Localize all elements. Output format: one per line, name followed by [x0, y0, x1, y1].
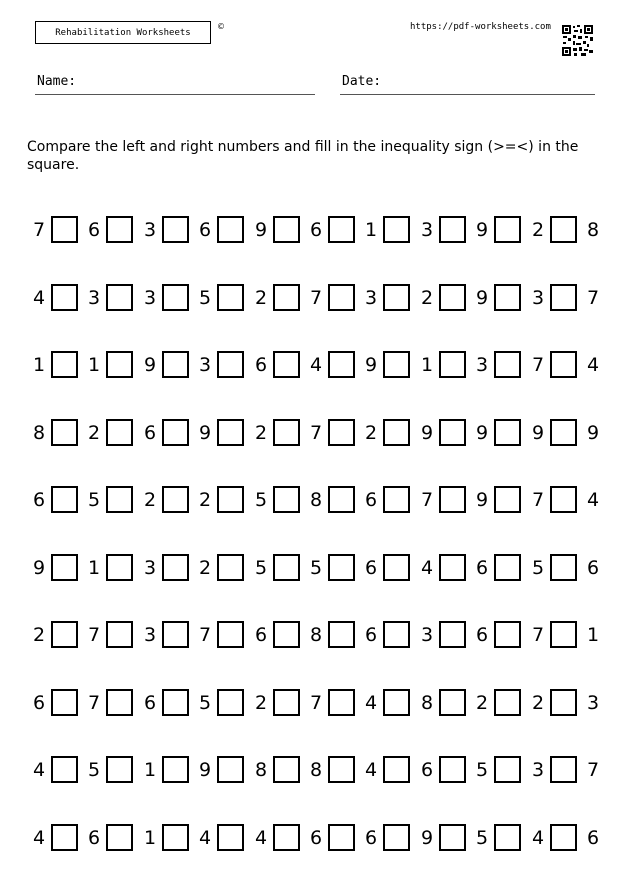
row-number: 1 — [87, 354, 101, 376]
row-number: 3 — [531, 287, 545, 309]
answer-box[interactable] — [328, 486, 355, 513]
answer-box[interactable] — [328, 824, 355, 851]
row-number: 3 — [143, 287, 157, 309]
row-number: 6 — [586, 827, 600, 849]
worksheet-title: Rehabilitation Worksheets — [55, 27, 191, 38]
answer-box[interactable] — [217, 554, 244, 581]
answer-box[interactable] — [494, 621, 521, 648]
answer-box[interactable] — [273, 621, 300, 648]
row-number: 7 — [586, 287, 600, 309]
answer-box[interactable] — [51, 419, 78, 446]
answer-box[interactable] — [273, 689, 300, 716]
answer-box[interactable] — [273, 419, 300, 446]
row-number: 7 — [420, 489, 434, 511]
row-number: 2 — [475, 692, 489, 714]
answer-box[interactable] — [217, 756, 244, 783]
problem-row — [29, 619, 601, 651]
answer-box[interactable] — [106, 554, 133, 581]
row-number: 7 — [531, 624, 545, 646]
row-number: 8 — [309, 489, 323, 511]
answer-box[interactable] — [51, 351, 78, 378]
answer-box[interactable] — [494, 216, 521, 243]
answer-box[interactable] — [383, 689, 410, 716]
answer-box[interactable] — [439, 824, 466, 851]
date-label: Date: — [342, 74, 382, 89]
answer-box[interactable] — [217, 284, 244, 311]
name-field-line[interactable] — [35, 94, 315, 95]
row-number: 3 — [586, 692, 600, 714]
answer-box[interactable] — [550, 486, 577, 513]
answer-box[interactable] — [328, 351, 355, 378]
problem-row — [29, 417, 601, 449]
answer-box[interactable] — [273, 351, 300, 378]
site-url[interactable]: https://pdf-worksheets.com — [410, 22, 551, 32]
row-number: 8 — [586, 219, 600, 241]
row-number: 5 — [475, 827, 489, 849]
row-number: 9 — [420, 422, 434, 444]
answer-box[interactable] — [550, 419, 577, 446]
row-number: 6 — [364, 557, 378, 579]
answer-box[interactable] — [106, 216, 133, 243]
answer-box[interactable] — [494, 351, 521, 378]
answer-box[interactable] — [51, 486, 78, 513]
row-number: 4 — [420, 557, 434, 579]
answer-box[interactable] — [106, 284, 133, 311]
answer-box[interactable] — [383, 486, 410, 513]
answer-box[interactable] — [106, 689, 133, 716]
row-number: 8 — [309, 624, 323, 646]
answer-box[interactable] — [51, 621, 78, 648]
row-number: 6 — [143, 692, 157, 714]
row-number: 2 — [198, 489, 212, 511]
row-number: 4 — [32, 759, 46, 781]
row-number: 4 — [198, 827, 212, 849]
answer-box[interactable] — [550, 284, 577, 311]
row-number: 2 — [420, 287, 434, 309]
row-number: 7 — [87, 624, 101, 646]
row-number: 9 — [143, 354, 157, 376]
answer-box[interactable] — [494, 554, 521, 581]
answer-box[interactable] — [162, 216, 189, 243]
row-number: 1 — [586, 624, 600, 646]
row-number: 4 — [364, 759, 378, 781]
answer-box[interactable] — [217, 621, 244, 648]
row-number: 9 — [586, 422, 600, 444]
row-number: 5 — [531, 557, 545, 579]
row-number: 3 — [420, 624, 434, 646]
answer-box[interactable] — [439, 351, 466, 378]
row-number: 5 — [254, 557, 268, 579]
row-number: 6 — [198, 219, 212, 241]
row-number: 9 — [198, 422, 212, 444]
row-number: 2 — [87, 422, 101, 444]
answer-box[interactable] — [494, 419, 521, 446]
answer-box[interactable] — [383, 756, 410, 783]
row-number: 6 — [32, 489, 46, 511]
row-number: 1 — [364, 219, 378, 241]
row-number: 3 — [364, 287, 378, 309]
row-number: 1 — [143, 827, 157, 849]
answer-box[interactable] — [162, 486, 189, 513]
answer-box[interactable] — [494, 689, 521, 716]
row-number: 9 — [364, 354, 378, 376]
answer-box[interactable] — [217, 216, 244, 243]
answer-box[interactable] — [106, 419, 133, 446]
row-number: 3 — [143, 624, 157, 646]
qr-code-icon — [561, 24, 594, 57]
answer-box[interactable] — [550, 351, 577, 378]
answer-box[interactable] — [439, 554, 466, 581]
row-number: 4 — [586, 489, 600, 511]
answer-box[interactable] — [162, 689, 189, 716]
answer-box[interactable] — [439, 621, 466, 648]
row-number: 1 — [87, 557, 101, 579]
answer-box[interactable] — [106, 621, 133, 648]
answer-box[interactable] — [550, 824, 577, 851]
answer-box[interactable] — [106, 486, 133, 513]
row-number: 2 — [32, 624, 46, 646]
row-number: 4 — [364, 692, 378, 714]
row-number: 7 — [309, 422, 323, 444]
date-field-line[interactable] — [340, 94, 595, 95]
answer-box[interactable] — [106, 351, 133, 378]
row-number: 3 — [87, 287, 101, 309]
answer-box[interactable] — [494, 824, 521, 851]
answer-box[interactable] — [51, 216, 78, 243]
answer-box[interactable] — [550, 756, 577, 783]
answer-box[interactable] — [439, 419, 466, 446]
row-number: 9 — [475, 422, 489, 444]
answer-box[interactable] — [494, 486, 521, 513]
answer-box[interactable] — [162, 756, 189, 783]
answer-box[interactable] — [51, 554, 78, 581]
answer-box[interactable] — [494, 284, 521, 311]
row-number: 7 — [309, 287, 323, 309]
row-number: 2 — [254, 287, 268, 309]
row-number: 2 — [364, 422, 378, 444]
row-number: 4 — [309, 354, 323, 376]
answer-box[interactable] — [162, 554, 189, 581]
row-number: 6 — [87, 827, 101, 849]
row-number: 6 — [475, 624, 489, 646]
row-number: 9 — [32, 557, 46, 579]
row-number: 6 — [420, 759, 434, 781]
row-number: 5 — [87, 759, 101, 781]
row-number: 6 — [254, 624, 268, 646]
answer-box[interactable] — [439, 284, 466, 311]
row-number: 1 — [420, 354, 434, 376]
row-number: 8 — [420, 692, 434, 714]
worksheet-title-box — [35, 21, 211, 44]
row-number: 7 — [531, 489, 545, 511]
copyright-mark: © — [217, 22, 225, 31]
row-number: 9 — [531, 422, 545, 444]
row-number: 2 — [531, 692, 545, 714]
problem-row — [29, 349, 601, 381]
answer-box[interactable] — [217, 824, 244, 851]
answer-box[interactable] — [217, 419, 244, 446]
answer-box[interactable] — [51, 284, 78, 311]
answer-box[interactable] — [162, 419, 189, 446]
row-number: 1 — [143, 759, 157, 781]
row-number: 9 — [420, 827, 434, 849]
answer-box[interactable] — [328, 689, 355, 716]
row-number: 6 — [364, 489, 378, 511]
answer-box[interactable] — [439, 486, 466, 513]
answer-box[interactable] — [383, 621, 410, 648]
row-number: 6 — [254, 354, 268, 376]
row-number: 7 — [586, 759, 600, 781]
row-number: 2 — [198, 557, 212, 579]
row-number: 7 — [309, 692, 323, 714]
answer-box[interactable] — [51, 689, 78, 716]
row-number: 8 — [309, 759, 323, 781]
problem-row — [29, 687, 601, 719]
row-number: 6 — [87, 219, 101, 241]
answer-box[interactable] — [162, 621, 189, 648]
answer-box[interactable] — [550, 216, 577, 243]
answer-box[interactable] — [162, 284, 189, 311]
row-number: 6 — [309, 827, 323, 849]
answer-box[interactable] — [550, 554, 577, 581]
row-number: 6 — [586, 557, 600, 579]
row-number: 6 — [143, 422, 157, 444]
row-number: 4 — [586, 354, 600, 376]
row-number: 4 — [531, 827, 545, 849]
answer-box[interactable] — [217, 486, 244, 513]
answer-box[interactable] — [328, 419, 355, 446]
answer-box[interactable] — [383, 419, 410, 446]
row-number: 7 — [87, 692, 101, 714]
answer-box[interactable] — [328, 284, 355, 311]
problem-row — [29, 754, 601, 786]
answer-box[interactable] — [494, 756, 521, 783]
row-number: 2 — [254, 422, 268, 444]
instruction-text: Compare the left and right numbers and fill in the inequality sign (>=<) in the square. — [27, 139, 579, 173]
row-number: 6 — [32, 692, 46, 714]
answer-box[interactable] — [383, 824, 410, 851]
row-number: 6 — [475, 557, 489, 579]
row-number: 7 — [198, 624, 212, 646]
row-number: 4 — [254, 827, 268, 849]
row-number: 5 — [309, 557, 323, 579]
problem-row — [29, 282, 601, 314]
answer-box[interactable] — [439, 756, 466, 783]
row-number: 1 — [32, 354, 46, 376]
row-number: 3 — [143, 557, 157, 579]
row-number: 6 — [364, 624, 378, 646]
row-number: 5 — [87, 489, 101, 511]
row-number: 2 — [143, 489, 157, 511]
answer-box[interactable] — [273, 756, 300, 783]
row-number: 3 — [475, 354, 489, 376]
row-number: 3 — [143, 219, 157, 241]
answer-box[interactable] — [217, 689, 244, 716]
row-number: 5 — [198, 287, 212, 309]
row-number: 7 — [32, 219, 46, 241]
row-number: 2 — [531, 219, 545, 241]
answer-box[interactable] — [106, 756, 133, 783]
row-number: 9 — [198, 759, 212, 781]
row-number: 2 — [254, 692, 268, 714]
row-number: 8 — [254, 759, 268, 781]
row-number: 3 — [198, 354, 212, 376]
row-number: 6 — [309, 219, 323, 241]
answer-box[interactable] — [439, 216, 466, 243]
row-number: 9 — [475, 489, 489, 511]
problem-row — [29, 214, 601, 246]
row-number: 8 — [32, 422, 46, 444]
problem-row — [29, 552, 601, 584]
answer-box[interactable] — [328, 554, 355, 581]
answer-box[interactable] — [439, 689, 466, 716]
row-number: 7 — [531, 354, 545, 376]
problem-row — [29, 484, 601, 516]
row-number: 4 — [32, 287, 46, 309]
row-number: 3 — [420, 219, 434, 241]
answer-box[interactable] — [273, 216, 300, 243]
answer-box[interactable] — [162, 351, 189, 378]
answer-box[interactable] — [273, 486, 300, 513]
row-number: 5 — [254, 489, 268, 511]
answer-box[interactable] — [550, 621, 577, 648]
answer-box[interactable] — [383, 284, 410, 311]
row-number: 5 — [475, 759, 489, 781]
row-number: 4 — [32, 827, 46, 849]
answer-box[interactable] — [273, 554, 300, 581]
answer-box[interactable] — [328, 621, 355, 648]
name-label: Name: — [37, 74, 77, 89]
answer-box[interactable] — [217, 351, 244, 378]
problem-row — [29, 822, 601, 854]
answer-box[interactable] — [328, 216, 355, 243]
answer-box[interactable] — [162, 824, 189, 851]
answer-box[interactable] — [383, 216, 410, 243]
row-number: 9 — [254, 219, 268, 241]
answer-box[interactable] — [106, 824, 133, 851]
answer-box[interactable] — [328, 756, 355, 783]
answer-box[interactable] — [51, 824, 78, 851]
row-number: 6 — [364, 827, 378, 849]
row-number: 3 — [531, 759, 545, 781]
answer-box[interactable] — [383, 351, 410, 378]
row-number: 9 — [475, 287, 489, 309]
answer-box[interactable] — [51, 756, 78, 783]
answer-box[interactable] — [273, 824, 300, 851]
answer-box[interactable] — [273, 284, 300, 311]
row-number: 5 — [198, 692, 212, 714]
row-number: 9 — [475, 219, 489, 241]
answer-box[interactable] — [383, 554, 410, 581]
answer-box[interactable] — [550, 689, 577, 716]
